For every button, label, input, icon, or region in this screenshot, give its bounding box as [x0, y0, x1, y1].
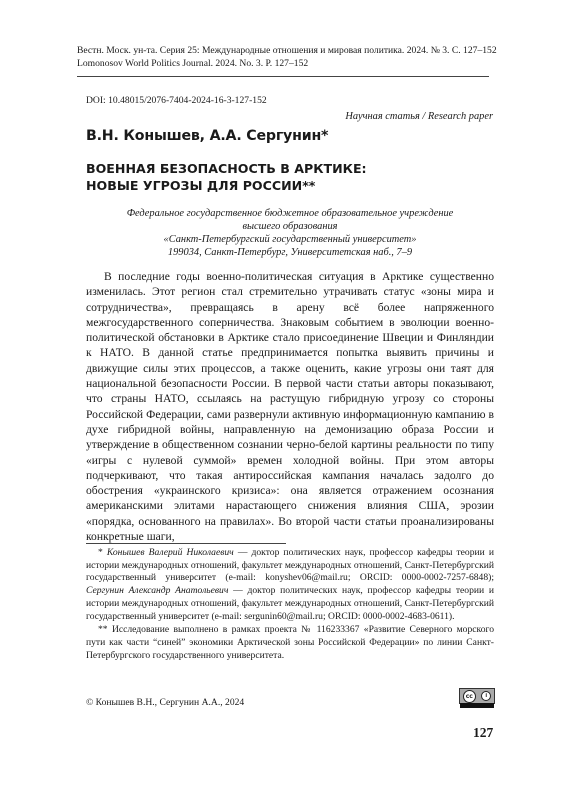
doi[interactable]: DOI: 10.48015/2076-7404-2024-16-3-127-152: [86, 95, 267, 106]
abstract-text: В последние годы военно-политическая ситуация в Арктике существенно изменилась. Этот регион стал стремительно утрачивать статус «зоны мира и сотрудничества», превращаясь в арену всё более напряженного межгосударственного соперничества. Знаковым событием в эволюции военно-политической обстановки в Арктике стало присоединение Швеции и Финляндии к НАТО. В данной статье предпринимается попытка выявить причины и движущие силы этих процессов, а также оценить, какие угрозы они таят для национальной безопасности России. В первой части статьи авторы показывают, что страны НАТО, ссылаясь на растущую гибридную угрозу со стороны Российской Федерации, сами развернули активную информационную кампанию в духе гибридной войны, направленную на демонизацию образа России и утверждение в общественном сознании черно-белой картины реальности по типу «игры с нулевой суммой» времен холодной войны. При этом авторы подчеркивают, что такая антироссийская кампания началась задолго до обострения «украинского кризиса»: она является отражением осознания американскими элитами нарастающего снижения влияния США, эрозии «порядка, основанного на правилах». Во второй части статьи проанализированы конкретные шаги,: [86, 270, 494, 544]
abstract: [86, 269, 494, 544]
page-number: 127: [473, 725, 494, 740]
header-rule: [77, 76, 489, 77]
affiliation-line-3: «Санкт-Петербургский государственный университет»: [163, 234, 417, 245]
running-header: [77, 44, 517, 70]
authors: В.Н. Конышев, А.А. Сергунин*: [86, 128, 329, 144]
by-icon: i: [481, 691, 491, 701]
cc-by-icon[interactable]: [459, 688, 495, 704]
author-1-info: — доктор политических наук, профессор кафедры теории и истории международных отношений, факультет международных отношений, Санкт-Петербургский государственный университет (e-mail: konyshev06@mail.ru; ORCID: 0000-0002-7257-6848);: [86, 547, 494, 584]
affiliation-line-2: высшего образования: [242, 221, 338, 232]
header-line-ru: Вестн. Моск. ун-та. Серия 25: Международные отношения и мировая политика. 2024. № 3. С. 127–152: [77, 45, 497, 56]
footnotes: [86, 547, 494, 662]
cc-label-bar: [460, 703, 494, 708]
footnote-authors: [86, 547, 494, 623]
title-line-2: НОВЫЕ УГРОЗЫ ДЛЯ РОССИИ**: [86, 178, 316, 193]
cc-icon: cc: [463, 690, 476, 703]
affiliation: [86, 207, 494, 259]
author-1-name: Конышев Валерий Николаевич: [106, 547, 234, 558]
copyright: © Конышев В.Н., Сергунин А.А., 2024: [86, 697, 245, 708]
author-2-name: Сергунин Александр Анатольевич: [86, 585, 229, 597]
paper-type: Научная статья / Research paper: [345, 111, 493, 122]
header-line-en: Lomonosov World Politics Journal. 2024. No. 3. P. 127–152: [77, 58, 309, 69]
footnote-funding: [86, 624, 494, 662]
affiliation-line-4: 199034, Санкт-Петербург, Университетская наб., 7–9: [167, 247, 413, 258]
article-title: [86, 160, 367, 194]
affiliation-line-1: Федеральное государственное бюджетное образовательное учреждение: [126, 208, 454, 219]
funding-text: Исследование выполнено в рамках проекта № 116233367 «Развитие Северного морского пути как части “синей” экономики Арктической зоны Российской Федерации» по линии Санкт-Петербургского государственного университета.: [86, 624, 494, 661]
footnote-2-mark: **: [98, 624, 112, 636]
author-2-info: — доктор политических наук, профессор кафедры теории и истории международных отношений, факультет международных отношений, Санкт-Петербургский государственный университет (e-mail: sergunin60@mail.ru; ORCID: 0000-0002-4683-0611).: [86, 585, 494, 622]
title-line-1: ВОЕННАЯ БЕЗОПАСНОСТЬ В АРКТИКЕ:: [86, 161, 367, 176]
footnote-rule: [86, 543, 286, 544]
footnote-1-mark: *: [98, 547, 107, 558]
